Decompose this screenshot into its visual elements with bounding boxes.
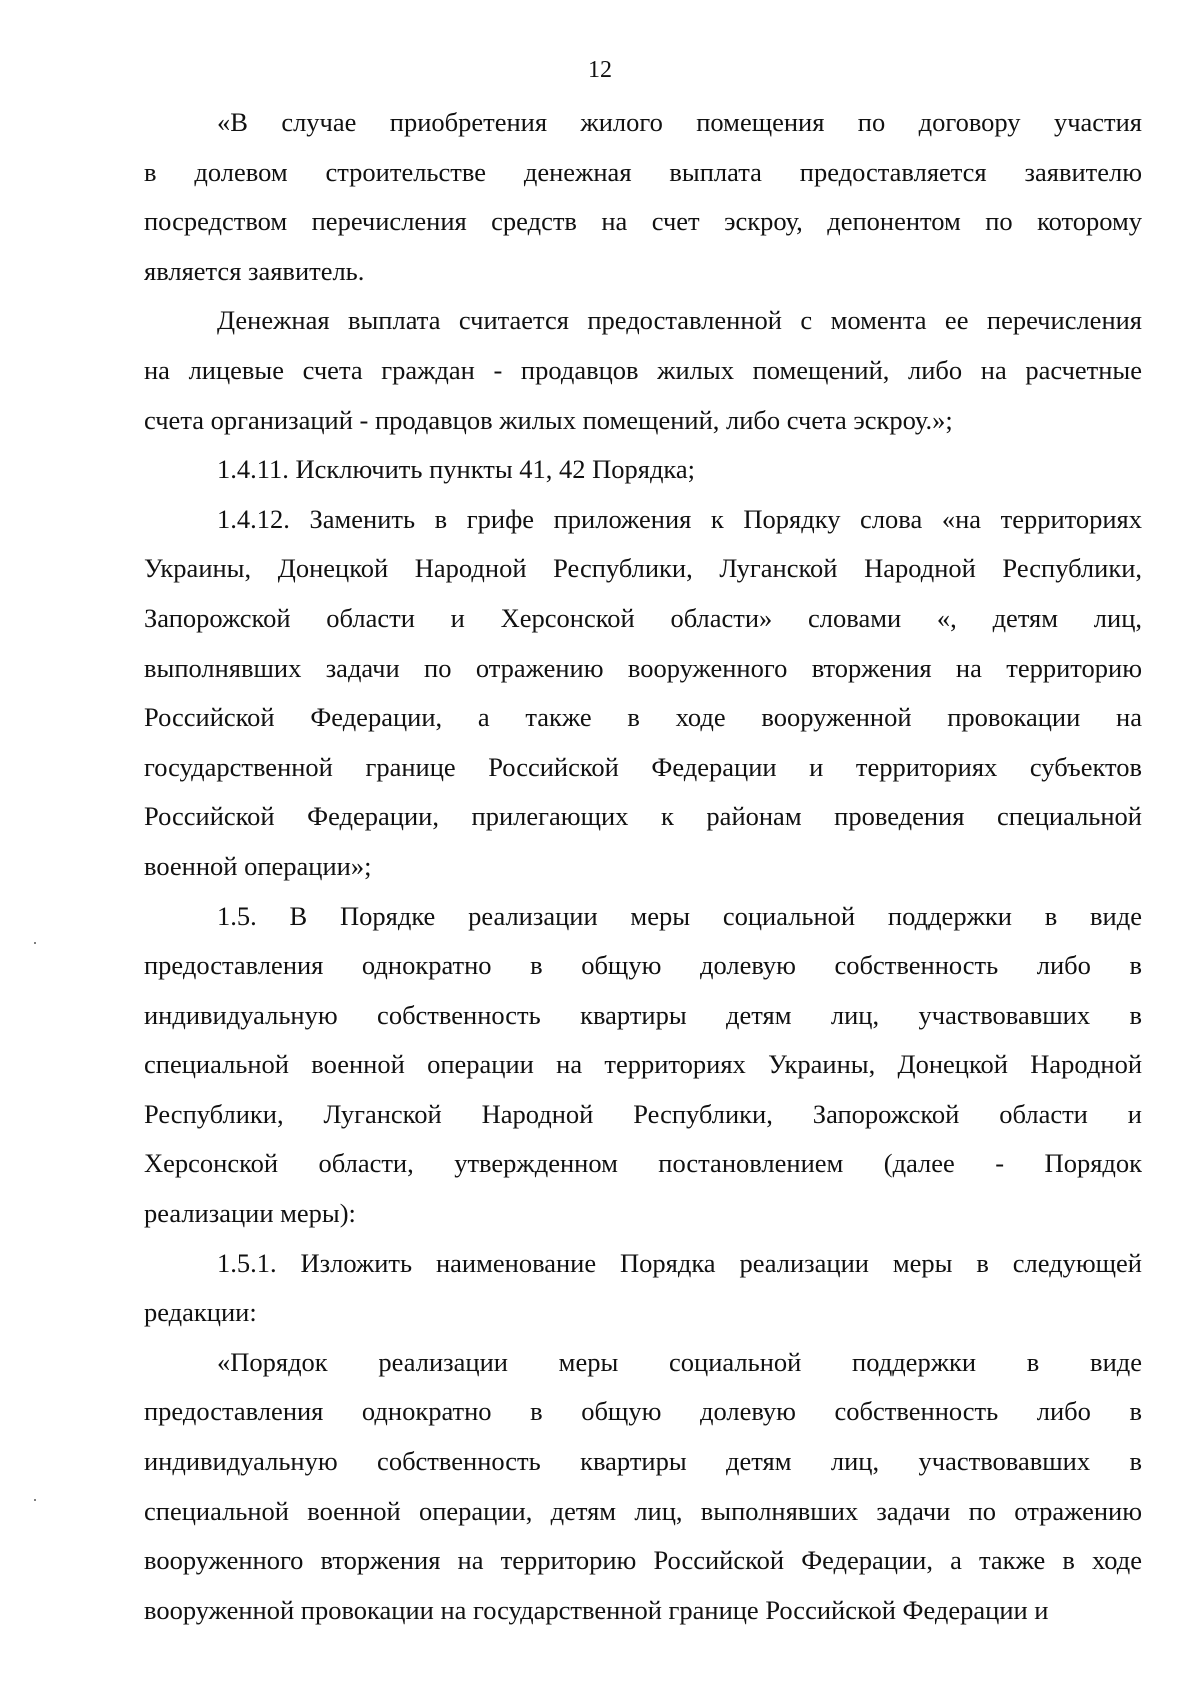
- paragraph: [144, 1338, 1142, 1636]
- text-line: Украины, Донецкой Народной Республики, Луганской Народной Республики,: [144, 553, 1142, 584]
- text-line: предоставления однократно в общую долевую собственность либо в: [144, 1396, 1142, 1427]
- text-line: Запорожской области и Херсонской области» словами «, детям лиц,: [144, 602, 1142, 633]
- paragraph: [144, 445, 1142, 495]
- text-line: Российской Федерации, а также в ходе вооруженной провокации на: [144, 702, 1142, 733]
- paragraph: [144, 296, 1142, 445]
- document-body: [144, 98, 1142, 1635]
- text-line: специальной военной операции, детям лиц, выполнявших задачи по отражению: [144, 1495, 1142, 1526]
- text-line: вооруженной провокации на государственной границе Российской Федерации и: [144, 1594, 1049, 1625]
- text-line: индивидуальную собственность квартиры детям лиц, участвовавших в: [144, 999, 1142, 1030]
- text-line: Херсонской области, утвержденном постановлением (далее - Порядок: [144, 1148, 1142, 1179]
- paragraph: [144, 892, 1142, 1239]
- text-line: индивидуальную собственность квартиры детям лиц, участвовавших в: [144, 1446, 1142, 1477]
- text-line: 1.4.12. Заменить в грифе приложения к Порядку слова «на территориях: [217, 503, 1142, 534]
- text-line: «В случае приобретения жилого помещения по договору участия: [217, 107, 1142, 137]
- paragraph: [144, 98, 1142, 296]
- text-line: предоставления однократно в общую долевую собственность либо в: [144, 950, 1142, 981]
- text-line: Российской Федерации, прилегающих к районам проведения специальной: [144, 801, 1142, 832]
- text-line: Республики, Луганской Народной Республики, Запорожской области и: [144, 1098, 1142, 1129]
- text-line: 1.5. В Порядке реализации меры социальной поддержки в виде: [217, 900, 1142, 931]
- text-line: специальной военной операции на территориях Украины, Донецкой Народной: [144, 1049, 1142, 1080]
- text-line: военной операции»;: [144, 850, 372, 881]
- text-line: 1.5.1. Изложить наименование Порядка реализации меры в следующей: [217, 1247, 1142, 1278]
- text-line: в долевом строительстве денежная выплата предоставляется заявителю: [144, 156, 1142, 187]
- text-line: Денежная выплата считается предоставленной с момента ее перечисления: [217, 305, 1142, 336]
- page-number: 12: [588, 57, 612, 83]
- text-line: посредством перечисления средств на счет эскроу, депонентом по которому: [144, 206, 1142, 237]
- text-line: «Порядок реализации меры социальной поддержки в виде: [217, 1346, 1142, 1377]
- text-line: вооруженного вторжения на территорию Российской Федерации, а также в ходе: [144, 1545, 1142, 1576]
- paragraph: [144, 495, 1142, 892]
- text-line: государственной границе Российской Федерации и территориях субъектов: [144, 751, 1142, 782]
- text-line: счета организаций - продавцов жилых помещений, либо счета эскроу.»;: [144, 404, 953, 435]
- text-line: 1.4.11. Исключить пункты 41, 42 Порядка;: [217, 454, 696, 485]
- text-line: является заявитель.: [144, 255, 365, 286]
- scan-speck: [34, 1499, 36, 1501]
- text-line: выполнявших задачи по отражению вооруженного вторжения на территорию: [144, 652, 1142, 683]
- text-line: на лицевые счета граждан - продавцов жилых помещений, либо на расчетные: [144, 354, 1142, 385]
- text-line: редакции:: [144, 1297, 257, 1328]
- paragraph: [144, 1239, 1142, 1338]
- text-line: реализации меры):: [144, 1198, 356, 1229]
- scan-speck: [34, 942, 36, 944]
